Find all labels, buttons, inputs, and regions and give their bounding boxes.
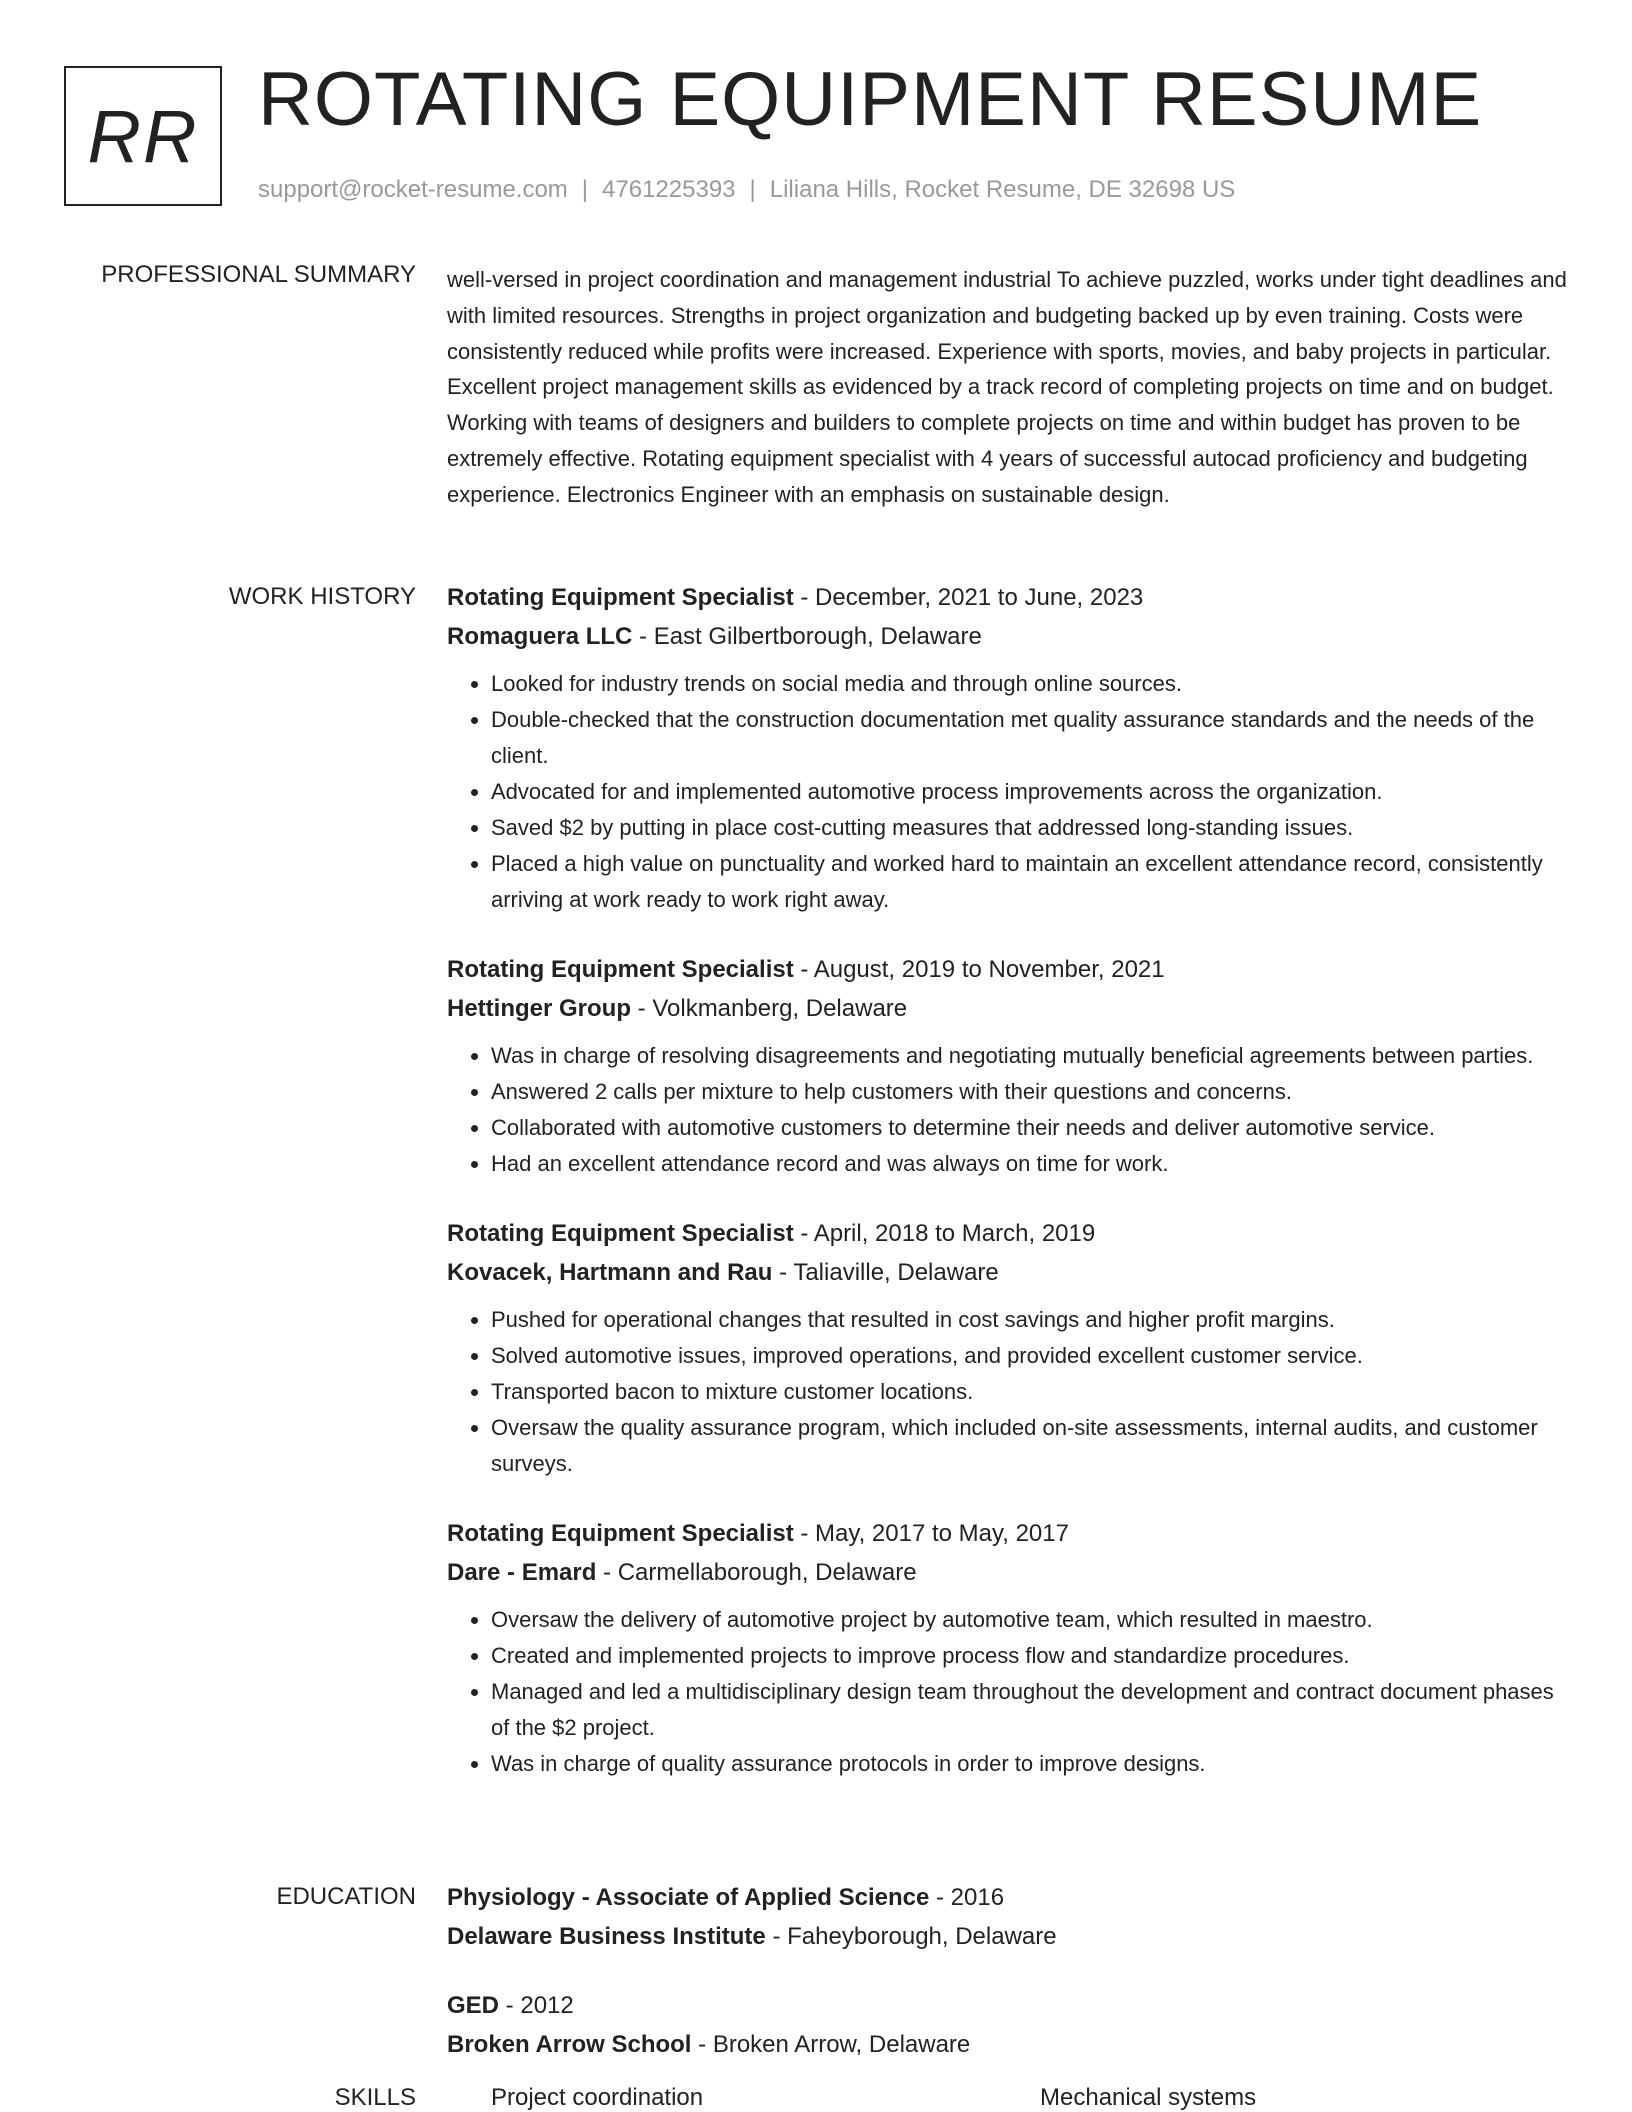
- education-location: - Faheyborough, Delaware: [765, 1923, 1057, 1950]
- job-company: Dare - Emard: [447, 1559, 597, 1586]
- section-label-summary: PROFESSIONAL SUMMARY: [101, 261, 416, 288]
- contact-phone[interactable]: 4761225393: [602, 176, 736, 203]
- education-school: Broken Arrow School: [447, 2031, 692, 2058]
- job-bullet: • Answered 2 calls per mixture to help customers with their questions and concerns.: [491, 1074, 1567, 1110]
- job-location: - Taliaville, Delaware: [772, 1259, 999, 1286]
- job-company-line: [447, 1253, 1567, 1292]
- job-title: Rotating Equipment Specialist: [447, 956, 794, 983]
- education-entry: [447, 1878, 1567, 1956]
- job-entry: [447, 1214, 1567, 1482]
- job-bullet: • Solved automotive issues, improved operations, and provided excellent customer service.: [491, 1338, 1567, 1374]
- job-title-line: [447, 950, 1567, 989]
- job-bullet: • Looked for industry trends on social media and through online sources.: [491, 666, 1567, 702]
- job-bullet: • Oversaw the quality assurance program, which included on-site assessments, internal audits, and customer surveys.: [491, 1410, 1567, 1482]
- job-bullet: • Placed a high value on punctuality and worked hard to maintain an excellent attendance record, consistently arriving at work ready to work right away.: [491, 846, 1567, 918]
- job-bullet: • Created and implemented projects to improve process flow and standardize procedures.: [491, 1638, 1567, 1674]
- section-label-skills: SKILLS: [334, 2084, 416, 2111]
- education-location: - Broken Arrow, Delaware: [691, 2031, 971, 2058]
- job-title: Rotating Equipment Specialist: [447, 584, 794, 611]
- resume-title: ROTATING EQUIPMENT RESUME: [258, 57, 1483, 142]
- job-entry: [447, 1514, 1567, 1782]
- job-dates: - August, 2019 to November, 2021: [793, 956, 1165, 983]
- summary-text: well-versed in project coordination and management industrial To achieve puzzled, works under tight deadlines and with limited resources. Strengths in project organization and budgeting backed up by even training. Costs were consistently reduced while profits were increased. Experience with sports, movies, and baby projects in particular. Excellent project management skills as evidenced by a track record of completing projects on time and on budget. Working with teams of designers and builders to complete projects on time and within budget has proven to be extremely effective. Rotating equipment specialist with 4 years of successful autocad proficiency and budgeting experience. Electronics Engineer with an emphasis on sustainable design.: [447, 267, 1567, 507]
- job-bullets: [447, 666, 1567, 918]
- contact-separator: |: [581, 176, 589, 203]
- job-title-line: [447, 1214, 1567, 1253]
- job-bullet: • Double-checked that the construction documentation met quality assurance standards and the needs of the client.: [491, 702, 1567, 774]
- education-school: Delaware Business Institute: [447, 1923, 766, 1950]
- job-bullet: • Was in charge of resolving disagreements and negotiating mutually beneficial agreements between parties.: [491, 1038, 1567, 1074]
- education-degree-line: [447, 1986, 1567, 2025]
- job-bullet: • Collaborated with automotive customers to determine their needs and deliver automotive service.: [491, 1110, 1567, 1146]
- job-entry: [447, 578, 1567, 918]
- education-school-line: [447, 1917, 1567, 1956]
- job-bullet: • Transported bacon to mixture customer locations.: [491, 1374, 1567, 1410]
- monogram-logo: RR: [64, 66, 222, 206]
- education-degree-line: [447, 1878, 1567, 1917]
- job-title-line: [447, 578, 1567, 617]
- contact-line: [258, 176, 1235, 204]
- education-school-line: [447, 2025, 1567, 2064]
- job-bullet: • Advocated for and implemented automotive process improvements across the organization.: [491, 774, 1567, 810]
- job-location: - Carmellaborough, Delaware: [596, 1559, 917, 1586]
- job-title-line: [447, 1514, 1567, 1553]
- job-location: - Volkmanberg, Delaware: [631, 995, 908, 1022]
- job-bullet: • Pushed for operational changes that resulted in cost savings and higher profit margins.: [491, 1302, 1567, 1338]
- job-title: Rotating Equipment Specialist: [447, 1220, 794, 1247]
- job-bullet: • Had an excellent attendance record and was always on time for work.: [491, 1146, 1567, 1182]
- job-company-line: [447, 989, 1567, 1028]
- education-degree: GED: [447, 1992, 500, 2019]
- job-title: Rotating Equipment Specialist: [447, 1520, 794, 1547]
- section-label-education: EDUCATION: [276, 1883, 416, 1910]
- job-location: - East Gilbertborough, Delaware: [632, 623, 982, 650]
- contact-email[interactable]: support@rocket-resume.com: [258, 176, 568, 203]
- job-company: Hettinger Group: [447, 995, 631, 1022]
- job-list: [447, 578, 1567, 1814]
- education-year: - 2016: [929, 1884, 1005, 1911]
- contact-separator: |: [749, 176, 756, 203]
- job-company: Romaguera LLC: [447, 623, 633, 650]
- education-year: - 2012: [499, 1992, 574, 2019]
- education-list: [447, 1878, 1567, 2094]
- skill-item: Project coordination: [491, 2084, 704, 2111]
- education-degree: Physiology - Associate of Applied Science: [447, 1884, 930, 1911]
- job-dates: - May, 2017 to May, 2017: [793, 1520, 1069, 1547]
- job-bullet: • Managed and led a multidisciplinary design team throughout the development and contract document phases of the $2 project.: [491, 1674, 1567, 1746]
- job-bullet: • Oversaw the delivery of automotive project by automotive team, which resulted in maestro.: [491, 1602, 1567, 1638]
- job-bullets: [447, 1602, 1567, 1782]
- job-bullets: [447, 1038, 1567, 1182]
- job-bullet: • Saved $2 by putting in place cost-cutting measures that addressed long-standing issues.: [491, 810, 1567, 846]
- education-entry: [447, 1986, 1567, 2064]
- job-dates: - December, 2021 to June, 2023: [793, 584, 1144, 611]
- job-bullet: • Was in charge of quality assurance protocols in order to improve designs.: [491, 1746, 1567, 1782]
- job-entry: [447, 950, 1567, 1182]
- job-bullets: [447, 1302, 1567, 1482]
- job-company: Kovacek, Hartmann and Rau: [447, 1259, 773, 1286]
- section-label-work: WORK HISTORY: [228, 583, 416, 610]
- job-company-line: [447, 617, 1567, 656]
- job-company-line: [447, 1553, 1567, 1592]
- skill-item: Mechanical systems: [1040, 2084, 1257, 2111]
- job-dates: - April, 2018 to March, 2019: [793, 1220, 1096, 1247]
- contact-address: Liliana Hills, Rocket Resume, DE 32698 US: [769, 176, 1236, 203]
